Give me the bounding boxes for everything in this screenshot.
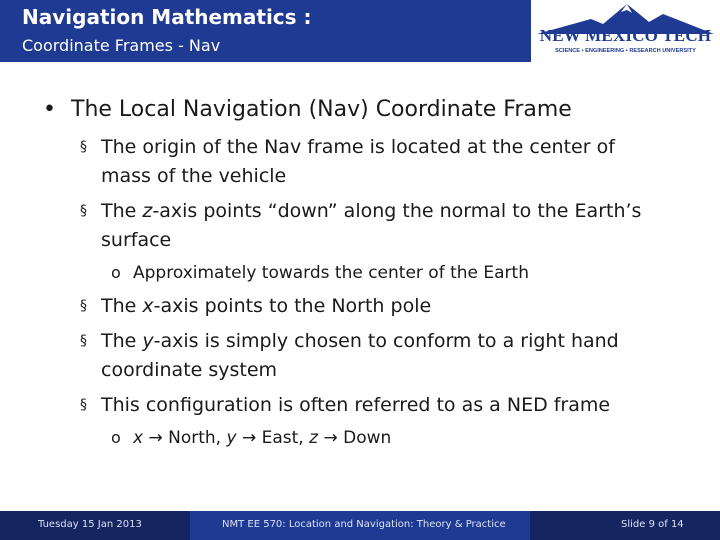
text-post: -axis is simply chosen to conform to a right hand [153,330,619,352]
bullet-text: The Local Navigation (Nav) Coordinate Frame [71,97,572,122]
sub-bullet-marker: § [80,203,87,219]
text-post: -axis points “down” along the normal to the Earth’s [152,200,642,222]
sub-sub-bullet-marker: o [111,428,121,447]
text-pre: The [101,200,143,222]
text-pre: The [101,295,143,317]
arrow-icon: → [323,428,338,448]
text-pre: The [101,330,143,352]
logo-name: NEW MEXICO TECH [539,26,712,45]
bullet-marker: • [43,97,56,122]
sub-bullet-text: This configuration is often referred to as a NED frame [101,394,611,416]
z-variable: z [142,200,153,222]
logo-tagline: SCIENCE • ENGINEERING • RESEARCH UNIVERSITY [555,48,696,54]
east-label: East, [261,428,304,448]
x-variable: x [142,295,154,317]
sub-bullet-marker: § [80,333,87,349]
slide-title: Navigation Mathematics : [22,5,312,29]
north-label: North, [168,428,222,448]
sub-bullet-origin-cont: mass of the vehicle [101,165,287,187]
sub-bullet-text: The origin of the Nav frame is located at the center of [101,136,615,158]
slide-subtitle: Coordinate Frames - Nav [22,36,221,55]
sub-bullet-text [101,330,619,352]
x-variable: x [133,428,144,448]
footer-course: NMT EE 570: Location and Navigation: Theory & Practice [222,519,506,530]
arrow-icon: → [148,428,163,448]
footer-date: Tuesday 15 Jan 2013 [38,519,142,530]
z-variable: z [309,428,319,448]
y-variable: y [226,428,237,448]
sub-sub-bullet-marker: o [111,263,121,282]
sub-sub-bullet-text: Approximately towards the center of the Earth [133,263,529,283]
sub-bullet-z-axis-cont: surface [101,229,172,251]
down-label: Down [343,428,392,448]
arrow-icon: → [241,428,257,448]
text-post: -axis points to the North pole [153,295,432,317]
sub-bullet-marker: § [80,397,87,413]
slide-footer [0,511,720,540]
footer-slide-number: Slide 9 of 14 [621,519,684,530]
sub-bullet-marker: § [80,139,87,155]
y-variable: y [142,330,154,352]
sub-bullet-text [101,200,641,222]
sub-bullet-text [101,295,431,317]
ned-mapping-text [133,428,391,448]
sub-bullet-marker: § [80,298,87,314]
sub-bullet-y-axis-cont: coordinate system [101,359,278,381]
